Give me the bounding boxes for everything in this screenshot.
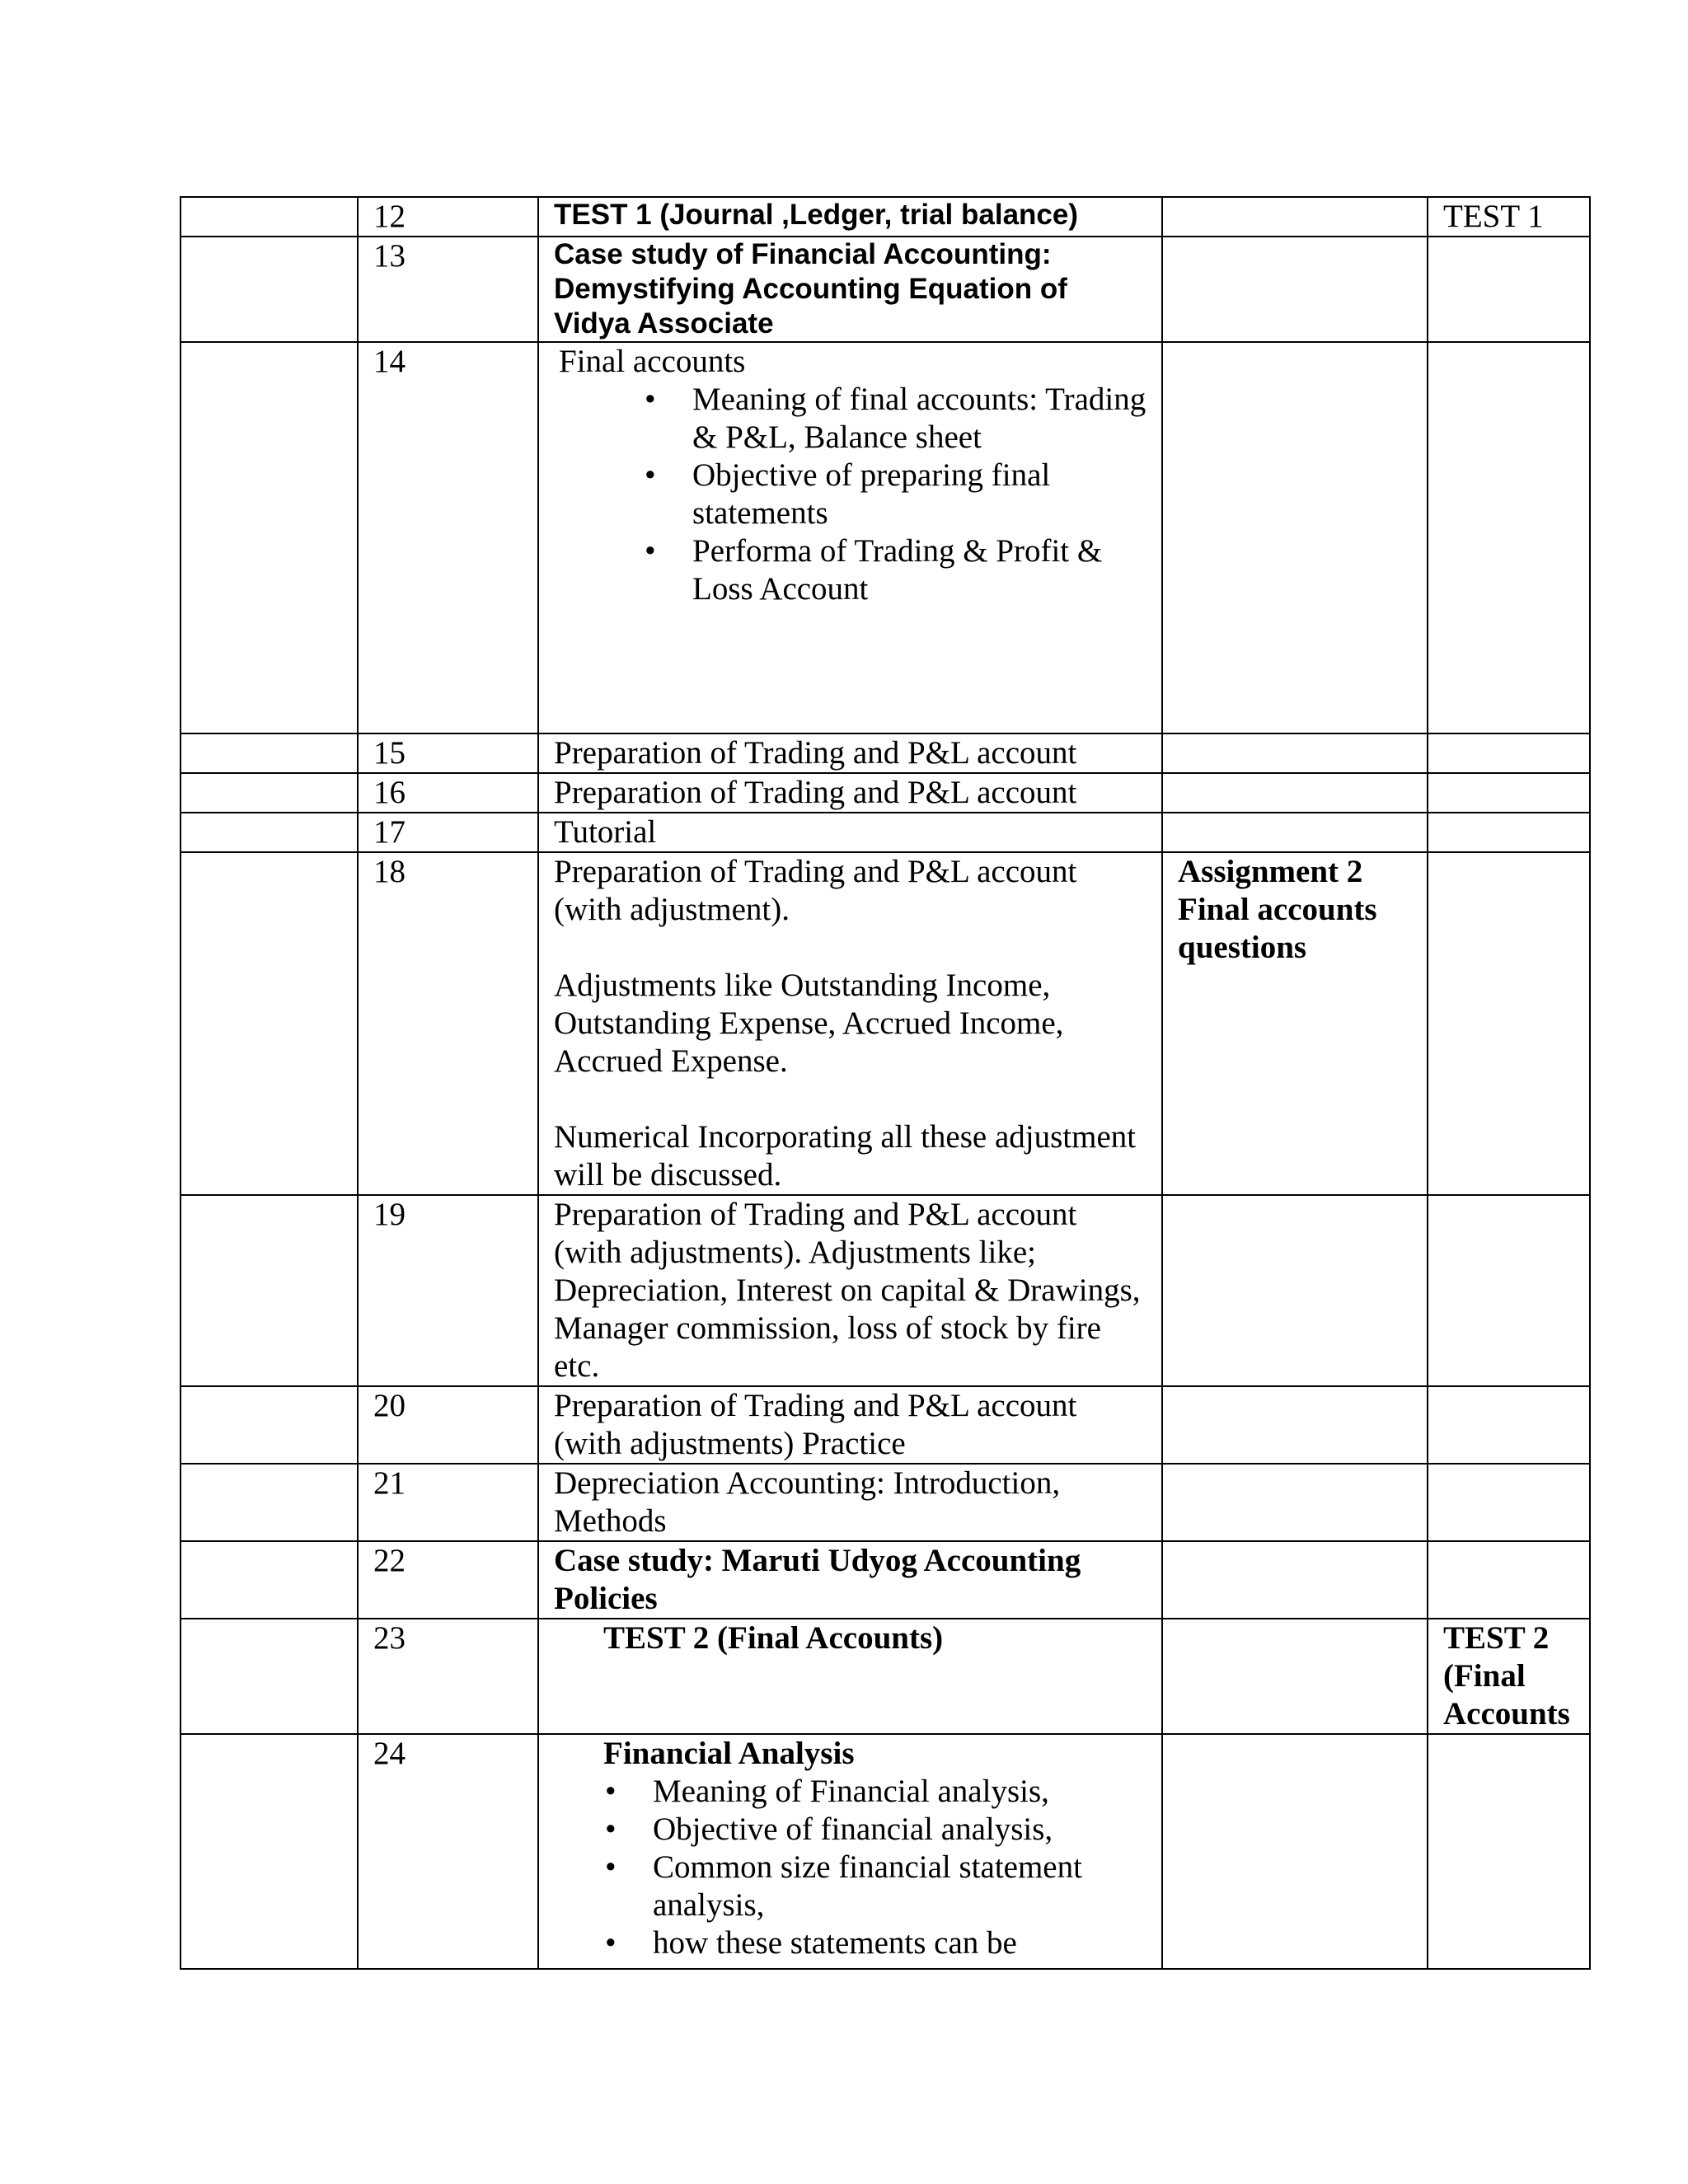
table-row xyxy=(181,813,1590,852)
session-number: 24 xyxy=(358,1734,538,1969)
test-cell xyxy=(1428,1734,1590,1969)
list-item: • Objective of financial analysis, xyxy=(605,1811,1146,1849)
session-number: 17 xyxy=(358,813,538,852)
table-row xyxy=(181,1464,1590,1541)
topic-heading: Final accounts xyxy=(559,344,746,379)
blank-cell xyxy=(181,1464,358,1541)
test-cell xyxy=(1428,1386,1590,1464)
topic-heading: Financial Analysis xyxy=(603,1736,855,1771)
table-row xyxy=(181,237,1590,342)
list-item: • Performa of Trading & Profit & Loss Account xyxy=(645,532,1146,608)
blank-cell xyxy=(181,813,358,852)
blank-cell xyxy=(181,852,358,1195)
assignment-cell xyxy=(1162,773,1428,813)
topic-text: Case study of Financial Accounting: Demystifying Accounting Equation of Vidya Associate xyxy=(554,238,1067,340)
topic-adjustments: Adjustments like Outstanding Income, Outstanding Expense, Accrued Income, Accrued Expense. xyxy=(554,968,1064,1079)
assignment-cell xyxy=(1162,1541,1428,1619)
session-number: 15 xyxy=(358,733,538,773)
topic-cell xyxy=(538,237,1162,342)
session-number: 18 xyxy=(358,852,538,1195)
test-cell xyxy=(1428,1541,1590,1619)
test-cell xyxy=(1428,237,1590,342)
blank-cell xyxy=(181,733,358,773)
topic-cell: Preparation of Trading and P&L account xyxy=(538,733,1162,773)
session-number: 21 xyxy=(358,1464,538,1541)
list-item: • Common size financial statement analysis, xyxy=(605,1849,1146,1924)
table-row xyxy=(181,342,1590,733)
test-cell xyxy=(1428,1464,1590,1541)
table-row xyxy=(181,773,1590,813)
topic-cell: Tutorial xyxy=(538,813,1162,852)
topic-cell: Depreciation Accounting: Introduction, Methods xyxy=(538,1464,1162,1541)
topic-text: TEST 2 (Final Accounts) xyxy=(603,1620,944,1656)
assignment-cell: Assignment 2 Final accounts questions xyxy=(1162,852,1428,1195)
session-number: 16 xyxy=(358,773,538,813)
topic-text: Preparation of Trading and P&L account (with adjustment). xyxy=(554,854,1077,927)
topic-cell xyxy=(538,197,1162,237)
topic-cell xyxy=(538,1619,1162,1734)
session-number: 14 xyxy=(358,342,538,733)
session-number: 20 xyxy=(358,1386,538,1464)
assignment-cell xyxy=(1162,1386,1428,1464)
list-item: • Objective of preparing final statements xyxy=(645,457,1146,532)
blank-cell xyxy=(181,197,358,237)
topic-text: TEST 1 (Journal ,Ledger, trial balance) xyxy=(554,199,1078,231)
blank-cell xyxy=(181,237,358,342)
assignment-cell xyxy=(1162,1619,1428,1734)
blank-cell xyxy=(181,773,358,813)
list-item: • Meaning of Financial analysis, xyxy=(605,1773,1146,1811)
session-number: 12 xyxy=(358,197,538,237)
blank-cell xyxy=(181,1386,358,1464)
assignment-cell xyxy=(1162,342,1428,733)
table-row xyxy=(181,1195,1590,1386)
assignment-cell xyxy=(1162,197,1428,237)
blank-cell xyxy=(181,1541,358,1619)
list-item: • Meaning of final accounts: Trading & P&L, Balance sheet xyxy=(645,381,1146,457)
blank-cell xyxy=(181,1734,358,1969)
blank-cell xyxy=(181,1195,358,1386)
table-row xyxy=(181,197,1590,237)
test-cell: TEST 2 (Final Accounts xyxy=(1428,1619,1590,1734)
assignment-cell xyxy=(1162,1464,1428,1541)
blank-cell xyxy=(181,1619,358,1734)
test-cell xyxy=(1428,813,1590,852)
table-row xyxy=(181,1619,1590,1734)
topic-cell xyxy=(538,342,1162,733)
list-item: • how these statements can be xyxy=(605,1924,1146,1962)
table-row xyxy=(181,1386,1590,1464)
session-number: 13 xyxy=(358,237,538,342)
topic-cell: Preparation of Trading and P&L account (with adjustments). Adjustments like; Depreciation, Interest on capital & Drawings, Manager commission, loss of stock by fire etc. xyxy=(538,1195,1162,1386)
test-cell xyxy=(1428,342,1590,733)
topic-cell: Preparation of Trading and P&L account xyxy=(538,773,1162,813)
assignment-cell xyxy=(1162,733,1428,773)
assignment-cell xyxy=(1162,237,1428,342)
session-number: 22 xyxy=(358,1541,538,1619)
topic-cell xyxy=(538,852,1162,1195)
test-cell xyxy=(1428,852,1590,1195)
session-number: 23 xyxy=(358,1619,538,1734)
assignment-cell xyxy=(1162,813,1428,852)
topic-cell: Case study: Maruti Udyog Accounting Policies xyxy=(538,1541,1162,1619)
table-row xyxy=(181,1734,1590,1969)
topic-cell xyxy=(538,1734,1162,1969)
test-cell xyxy=(1428,773,1590,813)
assignment-cell xyxy=(1162,1195,1428,1386)
topic-numerical-note: Numerical Incorporating all these adjustment will be discussed. xyxy=(554,1119,1137,1193)
table-row xyxy=(181,733,1590,773)
topic-bullet-list xyxy=(605,1773,1146,1962)
test-cell: TEST 1 xyxy=(1428,197,1590,237)
lesson-plan-table xyxy=(180,196,1591,1970)
blank-cell xyxy=(181,342,358,733)
table-row xyxy=(181,852,1590,1195)
assignment-cell xyxy=(1162,1734,1428,1969)
topic-bullet-list xyxy=(645,381,1146,608)
topic-cell: Preparation of Trading and P&L account (with adjustments) Practice xyxy=(538,1386,1162,1464)
session-number: 19 xyxy=(358,1195,538,1386)
test-cell xyxy=(1428,1195,1590,1386)
table-row xyxy=(181,1541,1590,1619)
test-cell xyxy=(1428,733,1590,773)
